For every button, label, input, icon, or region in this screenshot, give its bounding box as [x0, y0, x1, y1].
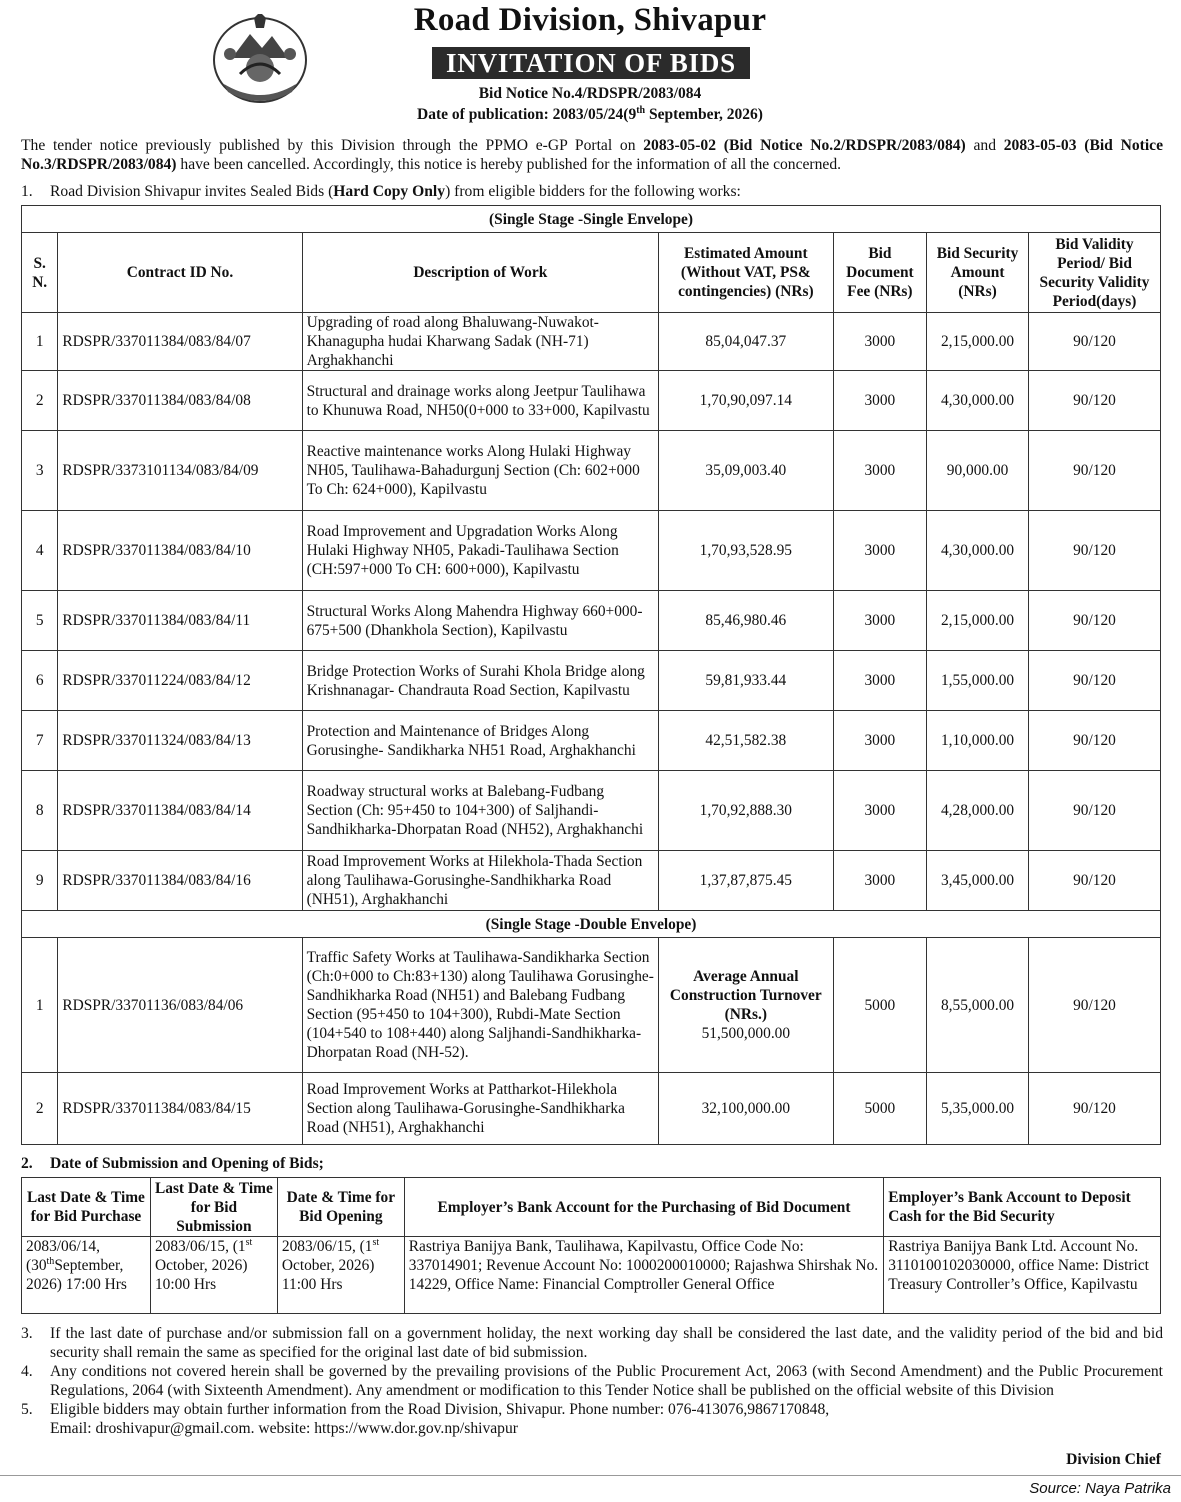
- bid-document-fee: 3000: [833, 851, 927, 911]
- col-bid-security: Bid Security Amount (NRs): [927, 233, 1029, 313]
- notes-list: [21, 1324, 1163, 1438]
- contract-id: RDSPR/33701136/083/84/06: [58, 938, 302, 1073]
- contract-id: RDSPR/337011384/083/84/14: [58, 771, 302, 851]
- contract-id: RDSPR/337011384/083/84/16: [58, 851, 302, 911]
- bid-document-fee: 5000: [833, 1073, 927, 1145]
- contract-id: RDSPR/337011384/083/84/10: [58, 511, 302, 591]
- contract-id: RDSPR/337011384/083/84/15: [58, 1073, 302, 1145]
- bid-security-amount: 4,30,000.00: [927, 371, 1029, 431]
- contract-id: RDSPR/337011384/083/84/07: [58, 313, 302, 371]
- bid-row: [22, 771, 1161, 851]
- bank-purchase-account: Rastriya Banijya Bank, Taulihawa, Kapilvastu, Office Code No: 337014901; Revenue Account No: 1000200010000; Rajashwa Shirshak No. 14229, Office Name: Financial Comptroller General Office: [404, 1237, 883, 1314]
- row-sn: 1: [22, 313, 58, 371]
- estimated-amount: 59,81,933.44: [659, 651, 834, 711]
- work-description: Reactive maintenance works Along Hulaki Highway NH05, Taulihawa-Bahadurgunj Section (Ch: 602+000 To Ch: 624+000), Kapilvastu: [302, 431, 658, 511]
- col-bid-document-fee: Bid Document Fee (NRs): [833, 233, 927, 313]
- section-single-envelope: (Single Stage -Single Envelope): [22, 206, 1161, 233]
- col-validity: Bid Validity Period/ Bid Security Validity Period(days): [1028, 233, 1160, 313]
- turnover-label: Average Annual Construction Turnover (NRs.): [669, 968, 822, 1023]
- bid-document-fee: 3000: [833, 711, 927, 771]
- work-description: Road Improvement and Upgradation Works Along Hulaki Highway NH05, Pakadi-Taulihawa Section (CH:597+000 To CH: 600+000), Kapilvastu: [302, 511, 658, 591]
- col-contract-id: Contract ID No.: [58, 233, 302, 313]
- submission-date: 2083/06/15, (1st October, 2026) 10:00 Hrs: [150, 1237, 277, 1314]
- contract-id: RDSPR/337011384/083/84/11: [58, 591, 302, 651]
- section-double-envelope: (Single Stage -Double Envelope): [22, 911, 1161, 938]
- nepal-emblem-icon: [210, 14, 310, 106]
- bid-document-fee: 3000: [833, 591, 927, 651]
- bid-row: [22, 431, 1161, 511]
- work-description: Road Improvement Works at Pattharkot-Hilekhola Section along Taulihawa-Gorusinghe-Sandhikharka Road (NH51), Arghakhanchi: [302, 1073, 658, 1145]
- source-credit: Source: Naya Patrika: [0, 1475, 1181, 1501]
- bid-document-fee: 3000: [833, 431, 927, 511]
- col-bank-purchase: Employer’s Bank Account for the Purchasing of Bid Document: [404, 1178, 883, 1237]
- turnover-value: 51,500,000.00: [701, 1025, 791, 1042]
- col-sn: S. N.: [22, 233, 58, 313]
- note-5: 5. Eligible bidders may obtain further information from the Road Division, Shivapur. Phone number: 076-413076,9867170848, Email: droshivapur@gmail.com. website: https://www.dor.gov.np/shivapur: [21, 1401, 830, 1437]
- bid-row: [22, 313, 1161, 371]
- bid-row: [22, 511, 1161, 591]
- bid-security-amount: 1,10,000.00: [927, 711, 1029, 771]
- contract-id: RDSPR/337011384/083/84/08: [58, 371, 302, 431]
- row-sn: 6: [22, 651, 58, 711]
- validity-period: 90/120: [1028, 851, 1160, 911]
- validity-period: 90/120: [1028, 711, 1160, 771]
- bid-security-amount: 90,000.00: [927, 431, 1029, 511]
- estimated-amount: 1,70,90,097.14: [659, 371, 834, 431]
- validity-period: 90/120: [1028, 371, 1160, 431]
- contract-id: RDSPR/337011224/083/84/12: [58, 651, 302, 711]
- bid-security-amount: 2,15,000.00: [927, 591, 1029, 651]
- submission-heading: 2. Date of Submission and Opening of Bids;: [21, 1155, 324, 1172]
- note-4: 4. Any conditions not covered herein shall be governed by the prevailing provisions of the Public Procurement Act, 2063 (with Second Amendment) and the Public Procurement Regulations, 2064 (with Sixteenth Amendment). Any amendment or modification to this Tender Notice shall be published on the official website of this Division: [21, 1363, 1163, 1399]
- bid-document-fee: 3000: [833, 371, 927, 431]
- work-description: Road Improvement Works at Hilekhola-Thada Section along Taulihawa-Gorusinghe-Sandhikharka Road (NH51), Arghakhanchi: [302, 851, 658, 911]
- col-description: Description of Work: [302, 233, 658, 313]
- contract-id: RDSPR/337011324/083/84/13: [58, 711, 302, 771]
- row-sn: 2: [22, 1073, 58, 1145]
- bids-table: [21, 205, 1161, 1145]
- submission-dates-table: [21, 1177, 1161, 1314]
- bid-security-amount: 3,45,000.00: [927, 851, 1029, 911]
- row-sn: 4: [22, 511, 58, 591]
- signature-division-chief: Division Chief: [1066, 1451, 1161, 1468]
- bid-row: [22, 651, 1161, 711]
- estimated-amount: 1,37,87,875.45: [659, 851, 834, 911]
- contract-id: RDSPR/3373101134/083/84/09: [58, 431, 302, 511]
- bid-row: [22, 711, 1161, 771]
- work-description: Upgrading of road along Bhaluwang-Nuwakot-Khanagupha hudai Kharwang Sadak (NH-71) Arghakhanchi: [302, 313, 658, 371]
- bid-row: [22, 1073, 1161, 1145]
- validity-period: 90/120: [1028, 771, 1160, 851]
- estimated-amount: 42,51,582.38: [659, 711, 834, 771]
- purchase-date: 2083/06/14, (30thSeptember, 2026) 17:00 Hrs: [22, 1237, 151, 1314]
- col-opening-date: Date & Time for Bid Opening: [277, 1178, 404, 1237]
- bid-row: [22, 371, 1161, 431]
- col-purchase-date: Last Date & Time for Bid Purchase: [22, 1178, 151, 1237]
- bid-security-amount: 4,30,000.00: [927, 511, 1029, 591]
- col-bank-security: Employer’s Bank Account to Deposit Cash for the Bid Security: [884, 1178, 1161, 1237]
- publication-date: Date of publication: 2083/05/24(9th September, 2026): [417, 104, 763, 123]
- validity-period: 90/120: [1028, 1073, 1160, 1145]
- validity-period: 90/120: [1028, 313, 1160, 371]
- col-estimated-amount: Estimated Amount (Without VAT, PS& contingencies) (NRs): [659, 233, 834, 313]
- bid-document-fee: 5000: [833, 938, 927, 1073]
- col-submission-date: Last Date & Time for Bid Submission: [150, 1178, 277, 1237]
- estimated-amount: 1,70,93,528.95: [659, 511, 834, 591]
- note-3: 3. If the last date of purchase and/or submission fall on a government holiday, the next working day shall be considered the last date, and the validity period of the bid and bid security shall remain the same as specified for the original last date of bid submission.: [21, 1325, 1163, 1361]
- bid-security-amount: 5,35,000.00: [927, 1073, 1029, 1145]
- invitation-paragraph: 1. Road Division Shivapur invites Sealed Bids (Hard Copy Only) from eligible bidders for the following works:: [21, 183, 741, 200]
- bid-document-fee: 3000: [833, 771, 927, 851]
- estimated-amount: [659, 938, 834, 1073]
- bid-security-amount: 1,55,000.00: [927, 651, 1029, 711]
- row-sn: 5: [22, 591, 58, 651]
- work-description: Bridge Protection Works of Surahi Khola Bridge along Krishnanagar- Chandrauta Road Section, Kapilvastu: [302, 651, 658, 711]
- validity-period: 90/120: [1028, 431, 1160, 511]
- opening-date: 2083/06/15, (1st October, 2026) 11:00 Hrs: [277, 1237, 404, 1314]
- work-description: Protection and Maintenance of Bridges Along Gorusinghe- Sandikharka NH51 Road, Arghakhanchi: [302, 711, 658, 771]
- bid-document-fee: 3000: [833, 511, 927, 591]
- work-description: Roadway structural works at Balebang-Fudbang Section (Ch: 95+450 to 104+300) of Saljhandi-Sandhikharka-Dhorpatan Road (NH52), Arghakhanchi: [302, 771, 658, 851]
- bid-row: [22, 851, 1161, 911]
- cancellation-notice: The tender notice previously published by this Division through the PPMO e-GP Portal on 2083-05-02 (Bid Notice No.2/RDSPR/2083/084) and 2083-05-03 (Bid Notice No.3/RDSPR/2083/084) have been cancelled. Accordingly, this notice is hereby published for the information of all the concerned.: [21, 137, 1164, 173]
- bid-security-amount: 4,28,000.00: [927, 771, 1029, 851]
- work-description: Traffic Safety Works at Taulihawa-Sandikharka Section (Ch:0+000 to Ch:83+130) along Taulihawa Gorusinghe-Sandhikharka Road (NH51) and Balebang Fudbang Section (95+450 to 104+300), Rubdi-Mate Section (104+540 to 108+440) along Saljhandi-Sandhikharka-Dhorpatan Road (NH-52).: [302, 938, 658, 1073]
- work-description: Structural and drainage works along Jeetpur Taulihawa to Khunuwa Road, NH50(0+000 to 33+000, Kapilvastu: [302, 371, 658, 431]
- bid-row: [22, 938, 1161, 1073]
- validity-period: 90/120: [1028, 938, 1160, 1073]
- row-sn: 2: [22, 371, 58, 431]
- row-sn: 8: [22, 771, 58, 851]
- bid-document-fee: 3000: [833, 313, 927, 371]
- validity-period: 90/120: [1028, 651, 1160, 711]
- row-sn: 3: [22, 431, 58, 511]
- bid-security-amount: 2,15,000.00: [927, 313, 1029, 371]
- row-sn: 7: [22, 711, 58, 771]
- bid-row: [22, 591, 1161, 651]
- estimated-amount: 35,09,003.40: [659, 431, 834, 511]
- validity-period: 90/120: [1028, 511, 1160, 591]
- row-sn: 1: [22, 938, 58, 1073]
- invitation-banner: INVITATION OF BIDS: [432, 47, 750, 79]
- page-title: Road Division, Shivapur: [413, 2, 767, 38]
- bank-security-account: Rastriya Banijya Bank Ltd. Account No. 3110100102030000, office Name: District Treasury Controller’s Office, Kapilvastu: [884, 1237, 1161, 1314]
- work-description: Structural Works Along Mahendra Highway 660+000-675+500 (Dhankhola Section), Kapilvastu: [302, 591, 658, 651]
- bid-security-amount: 8,55,000.00: [927, 938, 1029, 1073]
- estimated-amount: 85,04,047.37: [659, 313, 834, 371]
- bid-document-fee: 3000: [833, 651, 927, 711]
- bid-notice-number: Bid Notice No.4/RDSPR/2083/084: [478, 85, 702, 102]
- row-sn: 9: [22, 851, 58, 911]
- validity-period: 90/120: [1028, 591, 1160, 651]
- estimated-amount: 32,100,000.00: [659, 1073, 834, 1145]
- estimated-amount: 85,46,980.46: [659, 591, 834, 651]
- estimated-amount: 1,70,92,888.30: [659, 771, 834, 851]
